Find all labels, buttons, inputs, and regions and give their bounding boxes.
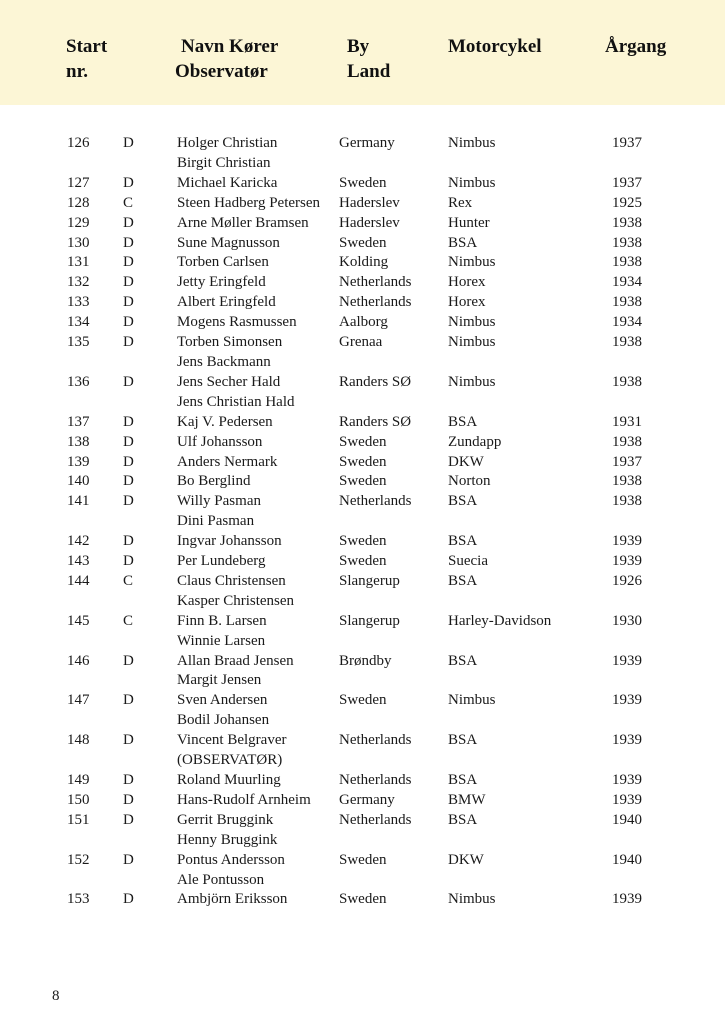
model-year: 1939: [612, 791, 642, 808]
class-letter: D: [123, 851, 134, 868]
city-country: Aalborg: [339, 314, 388, 331]
model-year: 1938: [612, 493, 642, 510]
model-year: 1931: [612, 413, 642, 430]
model-year: 1938: [612, 473, 642, 490]
class-letter: D: [123, 314, 134, 331]
class-letter: D: [123, 692, 134, 709]
motorcycle-make: Nimbus: [448, 135, 496, 151]
city-country: Haderslev: [339, 194, 400, 211]
city-country: Sweden: [339, 174, 387, 191]
model-year: 1925: [612, 194, 642, 211]
city-country: Sweden: [339, 433, 387, 450]
class-letter: C: [123, 194, 134, 211]
page-number: 8: [52, 988, 60, 1004]
motorcycle-make: DKW: [448, 453, 484, 470]
start-number: 139: [67, 453, 90, 470]
city-country: Netherlands: [339, 294, 412, 311]
class-letter: D: [123, 791, 134, 808]
city-country: Randers SØ: [339, 373, 412, 390]
class-letter: D: [123, 493, 134, 510]
city-country: Sweden: [339, 851, 387, 868]
header-by-line1: By: [347, 36, 370, 57]
city-country: Sweden: [339, 234, 387, 251]
table-row: [0, 234, 725, 254]
start-number: 153: [67, 891, 90, 908]
start-number: 140: [67, 473, 90, 490]
model-year: 1939: [612, 652, 642, 669]
class-letter: D: [123, 294, 134, 311]
start-number: 146: [67, 652, 90, 669]
city-country: Sweden: [339, 453, 387, 470]
observer-name: (OBSERVATØR): [177, 752, 283, 769]
start-number: 127: [67, 174, 90, 191]
class-letter: D: [123, 453, 134, 470]
model-year: 1938: [612, 254, 642, 271]
city-country: Randers SØ: [339, 413, 412, 430]
motorcycle-make: Norton: [448, 473, 491, 490]
model-year: 1938: [612, 234, 642, 251]
start-number: 149: [67, 772, 90, 788]
observer-name: Henny Bruggink: [177, 831, 278, 848]
model-year: 1937: [612, 453, 642, 470]
motorcycle-make: Nimbus: [448, 334, 496, 351]
city-country: Germany: [339, 791, 395, 808]
model-year: 1937: [612, 174, 642, 191]
model-year: 1938: [612, 373, 642, 390]
table-row: [0, 174, 725, 194]
motorcycle-make: BSA: [448, 772, 478, 788]
start-number: 138: [67, 433, 90, 450]
model-year: 1939: [612, 692, 642, 709]
driver-name: Pontus Andersson: [177, 851, 285, 868]
header-name-line2: Observatør: [175, 61, 268, 82]
table-row: [0, 691, 725, 731]
motorcycle-make: BSA: [448, 493, 478, 510]
driver-name: Per Lundeberg: [177, 553, 266, 570]
column-header-year: Årgang: [605, 36, 667, 57]
driver-name: Michael Karicka: [177, 174, 278, 191]
start-number: 148: [67, 732, 90, 749]
driver-name: Anders Nermark: [177, 453, 278, 470]
model-year: 1938: [612, 334, 642, 351]
table-row: [0, 552, 725, 572]
start-number: 143: [67, 553, 90, 570]
city-country: Netherlands: [339, 493, 412, 510]
motorcycle-make: Zundapp: [448, 433, 502, 450]
city-country: Sweden: [339, 692, 387, 709]
column-header-start-number: [66, 34, 107, 84]
city-country: Germany: [339, 135, 395, 151]
motorcycle-make: Nimbus: [448, 254, 496, 271]
start-number: 142: [67, 533, 90, 550]
motorcycle-make: DKW: [448, 851, 484, 868]
motorcycle-make: Nimbus: [448, 314, 496, 331]
class-letter: D: [123, 732, 134, 749]
class-letter: D: [123, 334, 134, 351]
driver-name: Jens Secher Hald: [177, 373, 281, 390]
city-country: Netherlands: [339, 274, 412, 291]
city-country: Sweden: [339, 553, 387, 570]
table-row: [0, 214, 725, 234]
column-header-motorcycle: Motorcykel: [448, 36, 542, 57]
driver-name: Roland Muurling: [177, 772, 281, 788]
table-row: [0, 293, 725, 313]
table-row: [0, 313, 725, 333]
start-number: 152: [67, 851, 90, 868]
driver-name: Arne Møller Bramsen: [177, 214, 309, 231]
class-letter: D: [123, 891, 134, 908]
column-header-driver-observer: [175, 34, 279, 84]
driver-name: Finn B. Larsen: [177, 612, 267, 629]
model-year: 1939: [612, 732, 642, 749]
table-row: [0, 851, 725, 891]
driver-name: Allan Braad Jensen: [177, 652, 294, 669]
class-letter: D: [123, 135, 134, 151]
class-letter: D: [123, 174, 134, 191]
class-letter: D: [123, 652, 134, 669]
city-country: Netherlands: [339, 732, 412, 749]
header-by-line2: Land: [347, 61, 391, 82]
class-letter: D: [123, 234, 134, 251]
observer-name: Winnie Larsen: [177, 632, 266, 649]
driver-name: Kaj V. Pedersen: [177, 413, 273, 430]
table-row: [0, 433, 725, 453]
city-country: Netherlands: [339, 772, 412, 788]
motorcycle-make: Harley-Davidson: [448, 612, 552, 629]
start-number: 150: [67, 791, 90, 808]
driver-name: Sune Magnusson: [177, 234, 280, 251]
table-row: [0, 492, 725, 532]
motorcycle-make: BSA: [448, 413, 478, 430]
start-number: 133: [67, 294, 90, 311]
city-country: Sweden: [339, 891, 387, 908]
table-row: [0, 333, 725, 373]
observer-name: Dini Pasman: [177, 513, 255, 530]
start-number: 147: [67, 692, 90, 709]
model-year: 1940: [612, 811, 642, 828]
model-year: 1939: [612, 772, 642, 788]
class-letter: C: [123, 612, 134, 629]
model-year: 1926: [612, 572, 642, 589]
start-number: 136: [67, 373, 90, 390]
column-header-city-country: [347, 34, 390, 84]
start-number: 135: [67, 334, 90, 351]
model-year: 1937: [612, 135, 642, 151]
model-year: 1939: [612, 553, 642, 570]
class-letter: D: [123, 772, 134, 788]
table-row: [0, 890, 725, 910]
model-year: 1938: [612, 433, 642, 450]
driver-name: Steen Hadberg Petersen: [177, 194, 321, 211]
table-row: [0, 373, 725, 413]
start-number: 128: [67, 194, 90, 211]
table-row: [0, 652, 725, 692]
motorcycle-make: Rex: [448, 194, 473, 211]
city-country: Slangerup: [339, 612, 400, 629]
city-country: Haderslev: [339, 214, 400, 231]
observer-name: Bodil Johansen: [177, 712, 270, 729]
motorcycle-make: BSA: [448, 652, 478, 669]
driver-name: Torben Simonsen: [177, 334, 283, 351]
motorcycle-make: Horex: [448, 274, 486, 291]
motorcycle-make: BMW: [448, 791, 486, 808]
city-country: Kolding: [339, 254, 389, 271]
class-letter: D: [123, 214, 134, 231]
table-row: [0, 771, 725, 791]
motorcycle-make: Horex: [448, 294, 486, 311]
city-country: Brøndby: [339, 652, 392, 669]
header-start-line1: Start: [66, 36, 108, 57]
start-number: 144: [67, 572, 90, 589]
motorcycle-make: BSA: [448, 533, 478, 550]
table-row: [0, 612, 725, 652]
model-year: 1934: [612, 274, 642, 291]
city-country: Grenaa: [339, 334, 383, 351]
driver-name: Vincent Belgraver: [177, 732, 287, 749]
table-row: [0, 811, 725, 851]
table-row: [0, 413, 725, 433]
header-name-line1: Navn Kører: [181, 36, 279, 57]
table-row: [0, 572, 725, 612]
class-letter: C: [123, 572, 134, 589]
driver-name: Bo Berglind: [177, 473, 251, 490]
motorcycle-make: Hunter: [448, 214, 490, 231]
city-country: Sweden: [339, 473, 387, 490]
motorcycle-make: Nimbus: [448, 692, 496, 709]
motorcycle-make: Suecia: [448, 553, 488, 570]
driver-name: Gerrit Bruggink: [177, 811, 274, 828]
motorcycle-make: BSA: [448, 811, 478, 828]
class-letter: D: [123, 533, 134, 550]
motorcycle-make: Nimbus: [448, 891, 496, 908]
start-number: 126: [67, 135, 90, 151]
start-number: 130: [67, 234, 90, 251]
class-letter: D: [123, 373, 134, 390]
motorcycle-make: BSA: [448, 572, 478, 589]
driver-name: Albert Eringfeld: [177, 294, 276, 311]
start-number: 141: [67, 493, 90, 510]
motorcycle-make: Nimbus: [448, 174, 496, 191]
driver-name: Holger Christian: [177, 135, 278, 151]
driver-name: Willy Pasman: [177, 493, 261, 510]
entry-list: [0, 134, 725, 910]
driver-name: Mogens Rasmussen: [177, 314, 297, 331]
motorcycle-make: BSA: [448, 732, 478, 749]
driver-name: Claus Christensen: [177, 572, 286, 589]
model-year: 1939: [612, 891, 642, 908]
motorcycle-make: BSA: [448, 234, 478, 251]
table-row: [0, 791, 725, 811]
model-year: 1938: [612, 214, 642, 231]
start-number: 137: [67, 413, 90, 430]
header-start-line2: nr.: [66, 61, 89, 82]
city-country: Sweden: [339, 533, 387, 550]
driver-name: Jetty Eringfeld: [177, 274, 266, 291]
observer-name: Kasper Christensen: [177, 592, 295, 609]
driver-name: Ingvar Johansson: [177, 533, 282, 550]
start-number: 131: [67, 254, 90, 271]
driver-name: Torben Carlsen: [177, 254, 269, 271]
table-row: [0, 134, 725, 174]
model-year: 1934: [612, 314, 642, 331]
city-country: Slangerup: [339, 572, 400, 589]
table-row: [0, 731, 725, 771]
observer-name: Jens Backmann: [177, 353, 271, 370]
driver-name: Ulf Johansson: [177, 433, 263, 450]
class-letter: D: [123, 413, 134, 430]
observer-name: Jens Christian Hald: [177, 393, 295, 410]
model-year: 1939: [612, 533, 642, 550]
table-row: [0, 194, 725, 214]
start-number: 134: [67, 314, 90, 331]
driver-name: Hans-Rudolf Arnheim: [177, 791, 311, 808]
table-row: [0, 273, 725, 293]
table-row: [0, 472, 725, 492]
start-number: 145: [67, 612, 90, 629]
observer-name: Ale Pontusson: [177, 871, 265, 888]
start-number: 132: [67, 274, 90, 291]
driver-name: Ambjörn Eriksson: [177, 891, 288, 908]
driver-name: Sven Andersen: [177, 692, 268, 709]
motorcycle-make: Nimbus: [448, 373, 496, 390]
class-letter: D: [123, 433, 134, 450]
model-year: 1940: [612, 851, 642, 868]
class-letter: D: [123, 254, 134, 271]
model-year: 1930: [612, 612, 642, 629]
table-row: [0, 453, 725, 473]
start-number: 151: [67, 811, 90, 828]
observer-name: Birgit Christian: [177, 154, 271, 171]
table-row: [0, 532, 725, 552]
table-row: [0, 253, 725, 273]
class-letter: D: [123, 811, 134, 828]
class-letter: D: [123, 553, 134, 570]
class-letter: D: [123, 473, 134, 490]
city-country: Netherlands: [339, 811, 412, 828]
class-letter: D: [123, 274, 134, 291]
model-year: 1938: [612, 294, 642, 311]
observer-name: Margit Jensen: [177, 672, 262, 689]
start-number: 129: [67, 214, 90, 231]
